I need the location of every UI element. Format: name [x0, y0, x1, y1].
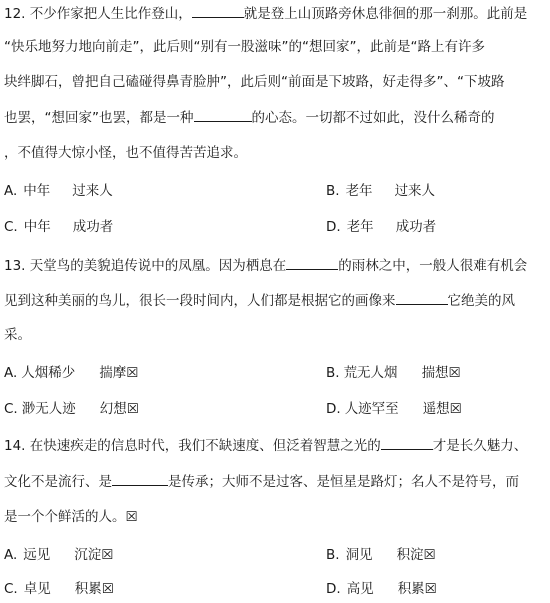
- option-letter: C.: [4, 219, 18, 235]
- q12-option-b: [326, 182, 435, 200]
- option-word-1: 人迹罕至: [344, 401, 399, 417]
- q14-blank-2: [112, 472, 168, 486]
- option-word-2: 遥想☒: [422, 401, 462, 417]
- q12-option-c: [4, 218, 113, 236]
- option-word-2: 揣想☒: [421, 365, 461, 381]
- option-word-1: 荒无人烟: [343, 365, 398, 381]
- option-letter: A.: [4, 365, 18, 381]
- option-word-1: 老年: [345, 183, 373, 199]
- option-letter: C.: [4, 401, 18, 417]
- q13-text-1a: 13. 天堂鸟的美貌追传说中的凤凰。因为栖息在: [4, 258, 287, 274]
- option-word-1: 渺无人迹: [21, 401, 76, 417]
- option-word-1: 中年: [23, 219, 51, 235]
- q13-option-a: [4, 364, 138, 382]
- option-letter: B.: [326, 183, 340, 199]
- q12-line-4: [4, 108, 495, 126]
- q12-text-4b: 的心态。一切都不过如此，没什么稀奇的: [251, 110, 495, 126]
- option-word-1: 高见: [346, 581, 374, 597]
- option-word-1: 远见: [23, 547, 51, 563]
- q12-blank-2: [194, 108, 252, 122]
- q14-text-2a: 文化不是流行、是: [4, 474, 112, 490]
- option-word-2: 积淀☒: [396, 547, 436, 563]
- option-word-2: 积累☒: [397, 581, 437, 597]
- q13-text-1b: 的雨林之中，一般人很难有机会: [338, 258, 528, 274]
- option-letter: B.: [326, 365, 340, 381]
- q12-line-1: [4, 4, 527, 22]
- option-word-1: 老年: [346, 219, 374, 235]
- q14-text-1a: 14. 在快速疾走的信息时代，我们不缺速度、但泛着智慧之光的: [4, 438, 381, 454]
- q12-option-a: [4, 182, 113, 200]
- option-word-1: 人烟稀少: [21, 365, 76, 381]
- option-letter: A.: [4, 547, 18, 563]
- q13-option-b: [326, 364, 461, 382]
- q14-line-1: [4, 436, 527, 454]
- q12-option-d: [326, 218, 436, 236]
- q12-line-2: “快乐地努力地向前走”，此后则“别有一股滋味”的“想回家”，此前是“路上有许多: [4, 39, 485, 55]
- option-letter: D.: [326, 581, 341, 597]
- option-word-2: 成功者: [395, 219, 437, 235]
- option-word-2: 幻想☒: [99, 401, 139, 417]
- q14-option-b: [326, 546, 436, 564]
- q14-line-3: 是一个个鲜活的人。☒: [4, 509, 138, 525]
- option-word-2: 积累☒: [74, 581, 114, 597]
- q12-text-1b: 就是登上山顶路旁休息徘徊的那一刹那。此前是: [243, 6, 528, 22]
- option-letter: B.: [326, 547, 340, 563]
- q13-text-2b: 它绝美的风: [447, 293, 515, 309]
- option-letter: C.: [4, 581, 18, 597]
- q13-blank-2: [396, 291, 448, 305]
- option-word-2: 过来人: [394, 183, 436, 199]
- q13-option-c: [4, 400, 139, 418]
- q12-text-1a: 12. 不少作家把人生比作登山，: [4, 6, 192, 22]
- option-word-2: 沉淀☒: [74, 547, 114, 563]
- q13-blank-1: [286, 256, 338, 270]
- option-word-2: 过来人: [72, 183, 113, 199]
- option-letter: D.: [326, 219, 341, 235]
- q14-text-1b: 才是长久魅力、: [432, 438, 528, 454]
- option-letter: D.: [326, 401, 341, 417]
- option-word-1: 卓见: [23, 581, 51, 597]
- option-word-2: 揣摩☒: [99, 365, 139, 381]
- q12-line-3: 块绊脚石，曾把自己磕碰得鼻青脸肿”，此后则“前面是下坡路，好走得多”、“下坡路: [4, 74, 505, 90]
- q13-line-3: 采。: [4, 327, 31, 343]
- q14-blank-1: [381, 436, 433, 450]
- q12-line-5: ，不值得大惊小怪，也不值得苦苦追求。: [4, 145, 247, 161]
- q14-option-d: [326, 580, 437, 598]
- option-word-1: 中年: [23, 183, 51, 199]
- option-word-2: 成功者: [72, 219, 114, 235]
- q12-blank-1: [192, 4, 244, 18]
- q13-line-2: [4, 291, 515, 309]
- q13-line-1: [4, 256, 527, 274]
- q12-text-4a: 也罢，“想回家”也罢，都是一种: [4, 110, 194, 126]
- q14-line-2: [4, 472, 519, 490]
- option-word-1: 洞见: [345, 547, 373, 563]
- q14-option-c: [4, 580, 114, 598]
- q14-option-a: [4, 546, 113, 564]
- q13-option-d: [326, 400, 462, 418]
- option-letter: A.: [4, 183, 18, 199]
- q13-text-2a: 见到这种美丽的鸟儿，很长一段时间内，人们都是根据它的画像来: [4, 293, 396, 309]
- q14-text-2b: 是传承；大师不是过客、是恒星是路灯；名人不是符号，而: [168, 474, 519, 490]
